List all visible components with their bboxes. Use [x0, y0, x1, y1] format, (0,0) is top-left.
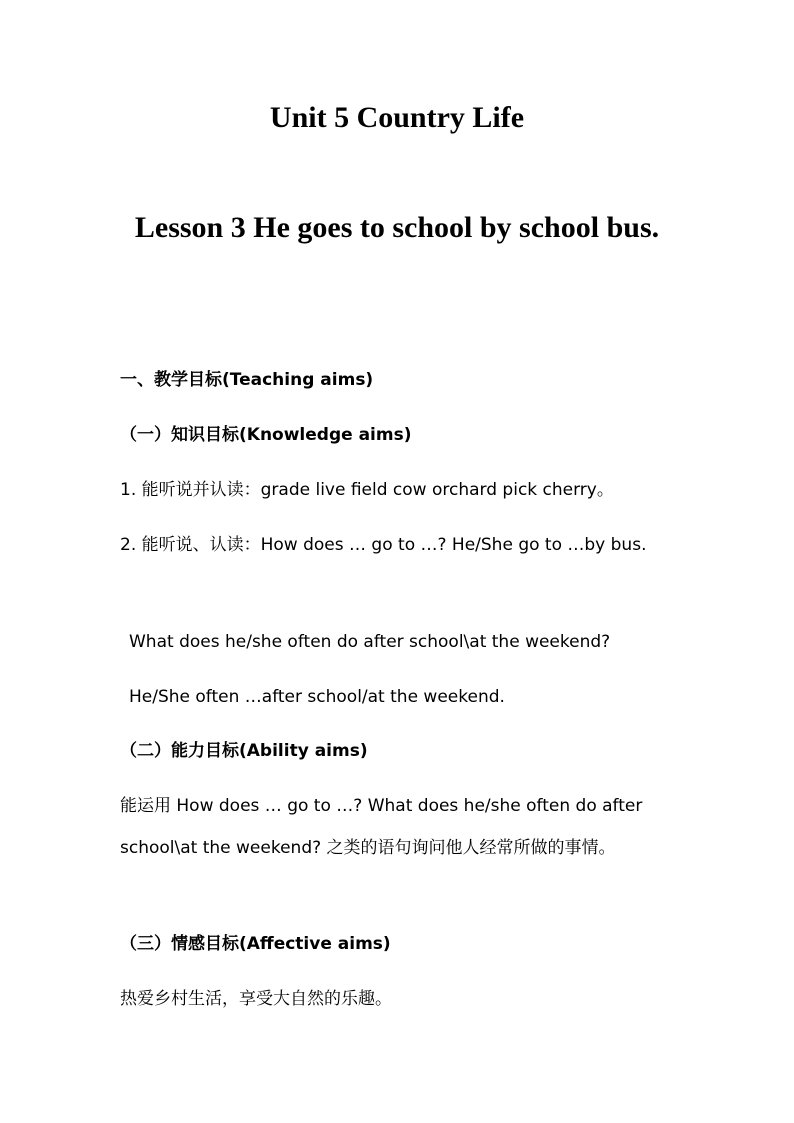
section-knowledge-aims: （一）知识目标(Knowledge aims) — [120, 425, 412, 445]
affective-aims-text: 热爱乡村生活，享受大自然的乐趣。 — [120, 989, 392, 1009]
lesson-title: Lesson 3 He goes to school by school bus. — [134, 211, 660, 244]
knowledge-item-2: 2. 能听说、认读：How does … go to …? He/She go to …by bus. — [120, 535, 647, 555]
knowledge-item-2-line-2: What does he/she often do after school\at the weekend? — [129, 632, 611, 652]
section-teaching-aims: 一、教学目标(Teaching aims) — [120, 370, 374, 390]
knowledge-item-1: 1. 能听说并认读：grade live field cow orchard pick cherry。 — [120, 480, 614, 500]
ability-aims-text: 能运用 How does … go to …? What does he/she often do after school\at the weekend? 之类的语句询问他人经常所做的事情。 — [120, 796, 643, 858]
unit-title: Unit 5 Country Life — [269, 101, 525, 134]
section-ability-aims: （二）能力目标(Ability aims) — [120, 741, 368, 761]
section-affective-aims: （三）情感目标(Affective aims) — [120, 934, 391, 954]
knowledge-item-2-line-3: He/She often …after school/at the weekend. — [129, 687, 505, 707]
